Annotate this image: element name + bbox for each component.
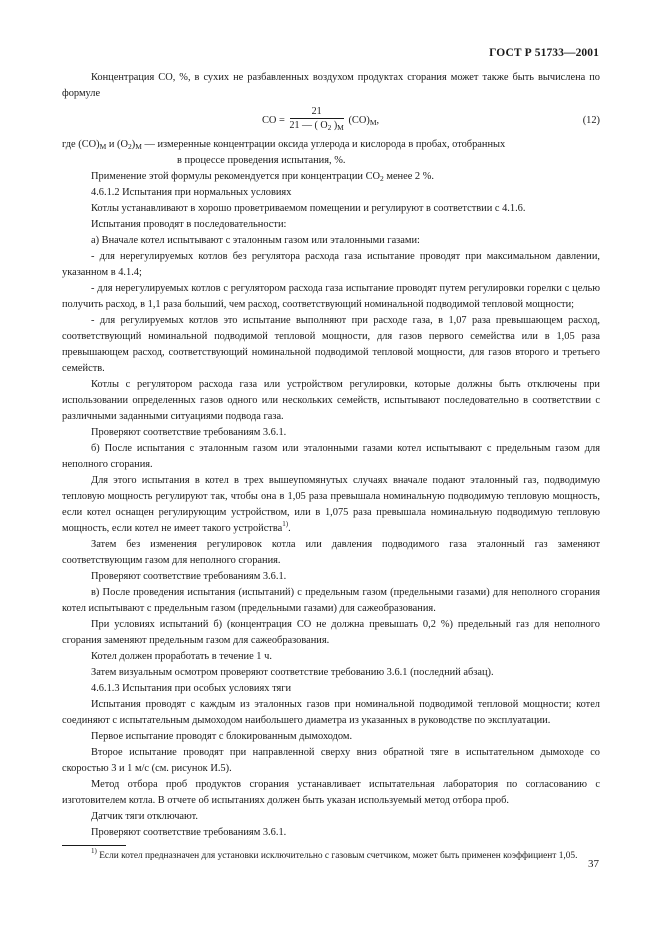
body-text <box>62 70 600 863</box>
rhs-sub: M <box>369 118 377 127</box>
where-continuation: в процессе проведения испытания, %. <box>177 155 346 166</box>
footnote-text: Если котел предназначен для установки исключительно с газовым счетчиком, может быть применен коэффициент 1,05. <box>96 851 578 861</box>
formula-12 <box>62 102 600 137</box>
three-cases-text: Для этого испытания в котел в трех вышеупомянутых случаях вначале подают эталонный газ, подводимую тепловую мощность регулируют так, чтобы она в 1,05 раза превышала номинальную подводимую тепловую мощность, если котел оснащен регулирующим устройством, или в 1,075 раза превышала номинальную подводимую тепловую мощность, если котел не имеет такого устройства <box>62 475 600 534</box>
dash-item-1: - для нерегулируемых котлов без регулятора расхода газа испытание проводят при максимальном давлении, указанном в 4.1.4; <box>62 251 600 278</box>
rhs-part: (CO) <box>348 115 370 126</box>
application-part: Применение этой формулы рекомендуется при концентрации CO <box>91 171 381 182</box>
where-sub: M <box>99 142 107 151</box>
formula-application <box>62 169 600 185</box>
where-sub: M <box>135 142 142 151</box>
paragraph-visual: Затем визуальным осмотром проверяют соответствие требованию 3.6.1 (последний абзац). <box>91 667 494 678</box>
where-sub: 2 <box>128 142 132 151</box>
where-part: — измеренные концентрации оксида углерода и кислорода в пробах, отобранных <box>141 139 506 150</box>
denominator-sub: M <box>337 123 344 132</box>
three-cases-end: . <box>288 523 291 534</box>
list-item-v: в) После проведения испытания (испытаний) с предельным газом (предельными газами) для неполного сгорания котел испытывают с предельным газом (предельными газами) для сажеобразования. <box>62 587 600 614</box>
where-part: ) <box>131 139 136 150</box>
formula-rhs <box>348 115 379 126</box>
paragraph-sequence: Испытания проводят в последовательности: <box>91 219 287 230</box>
dash-item-2: - для нерегулируемых котлов с регулятором расхода газа испытание проводят путем регулировки горелки с целью получить расход, в 1,1 раза больший, чем расход, соответствующий номинальной подводимой тепловой мощности; <box>62 283 600 310</box>
footnote <box>62 849 600 863</box>
formula-numerator: 21 <box>290 105 344 119</box>
formula-expression <box>262 105 379 132</box>
paragraph-work: Котел должен проработать в течение 1 ч. <box>91 651 272 662</box>
standard-header: ГОСТ Р 51733—2001 <box>489 47 599 59</box>
footnote-divider <box>62 845 126 846</box>
denominator-sub: 2 <box>327 123 332 132</box>
paragraph-special: Испытания проводят с каждым из эталонных газов при номинальной подводимой тепловой мощности; котел соединяют с испытательным дымоходом наибольшего диаметра из указанных в руководстве по эксплуатации. <box>62 699 600 726</box>
formula-lhs: CO = <box>262 115 285 126</box>
list-item-b: б) После испытания с эталонным газом или эталонными газами котел испытывают с предельным газом для неполного сгорания. <box>62 443 600 470</box>
paragraph-first-test: Первое испытание проводят с блокированным дымоходом. <box>91 731 353 742</box>
where-part: и (O <box>106 139 129 150</box>
paragraph-conditions: При условиях испытаний б) (концентрация CO не должна превышать 0,2 %) предельный газ для неполного сгорания заменяют предельным газом для сажеобразования. <box>62 619 600 646</box>
page-number: 37 <box>588 858 599 870</box>
footnote-mark: 1) <box>91 847 97 855</box>
check-requirement-3: Проверяют соответствие требованиям 3.6.1. <box>91 827 287 838</box>
paragraph-second-test: Второе испытание проводят при направленной сверху вниз обратной тяге в испытательном дымоходе со скоростью 3 и 1 м/с (см. рисунок И.5). <box>62 747 600 774</box>
denominator-part: ) <box>331 120 338 131</box>
paragraph-three-cases <box>62 473 600 537</box>
paragraph-install: Котлы устанавливают в хорошо проветриваемом помещении и регулируют в соответствии с 4.1.6. <box>91 203 526 214</box>
where-clause <box>62 137 600 153</box>
footnote-ref[interactable]: 1) <box>282 520 289 528</box>
paragraph-method: Метод отбора проб продуктов сгорания устанавливает испытательная лаборатория по согласованию с изготовителем котла. В отчете об испытаниях должен быть указан используемый метод отбора проб. <box>62 779 600 806</box>
check-requirement-1: Проверяют соответствие требованиям 3.6.1. <box>91 427 287 438</box>
rhs-part: , <box>376 115 380 126</box>
formula-denominator <box>290 119 344 132</box>
where-part: где (CO) <box>62 139 100 150</box>
paragraph-sensor: Датчик тяги отключают. <box>91 811 199 822</box>
paragraph-regulator: Котлы с регулятором расхода газа или устройством регулировки, которые должны быть отключены при использовании определенных газов одного или нескольких семейств, испытывают последовательно в соответствии с различными заданными ситуациями подвода газа. <box>62 379 600 422</box>
equation-number: (12) <box>582 115 600 126</box>
application-part: менее 2 %. <box>383 171 434 182</box>
section-4-6-1-2-heading: 4.6.1.2 Испытания при нормальных условиях <box>91 187 292 198</box>
section-4-6-1-3-heading: 4.6.1.3 Испытания при особых условиях тяги <box>91 683 292 694</box>
denominator-part: 21 — ( O <box>289 120 328 131</box>
check-requirement-2: Проверяют соответствие требованиям 3.6.1. <box>91 571 287 582</box>
application-sub: 2 <box>380 174 384 183</box>
intro-paragraph: Концентрация СО, %, в сухих не разбавленных воздухом продуктах сгорания может также быть вычислена по формуле <box>62 72 600 99</box>
paragraph-then: Затем без изменения регулировок котла или давления подводимого газа эталонный газ заменяют соответствующим газом для неполного сгорания. <box>62 539 600 566</box>
list-item-a: а) Вначале котел испытывают с эталонным газом или эталонными газами: <box>91 235 420 246</box>
formula-fraction <box>290 105 344 132</box>
dash-item-3: - для регулируемых котлов это испытание выполняют при расходе газа, в 1,07 раза превышающем расход, соответствующий номинальной подводимой тепловой мощности, для газов первого семейства или в 1,05 раза превышающем расход, соответствующий номинальной подводимой тепловой мощности, для газов второго и третьего семейств. <box>62 315 600 374</box>
